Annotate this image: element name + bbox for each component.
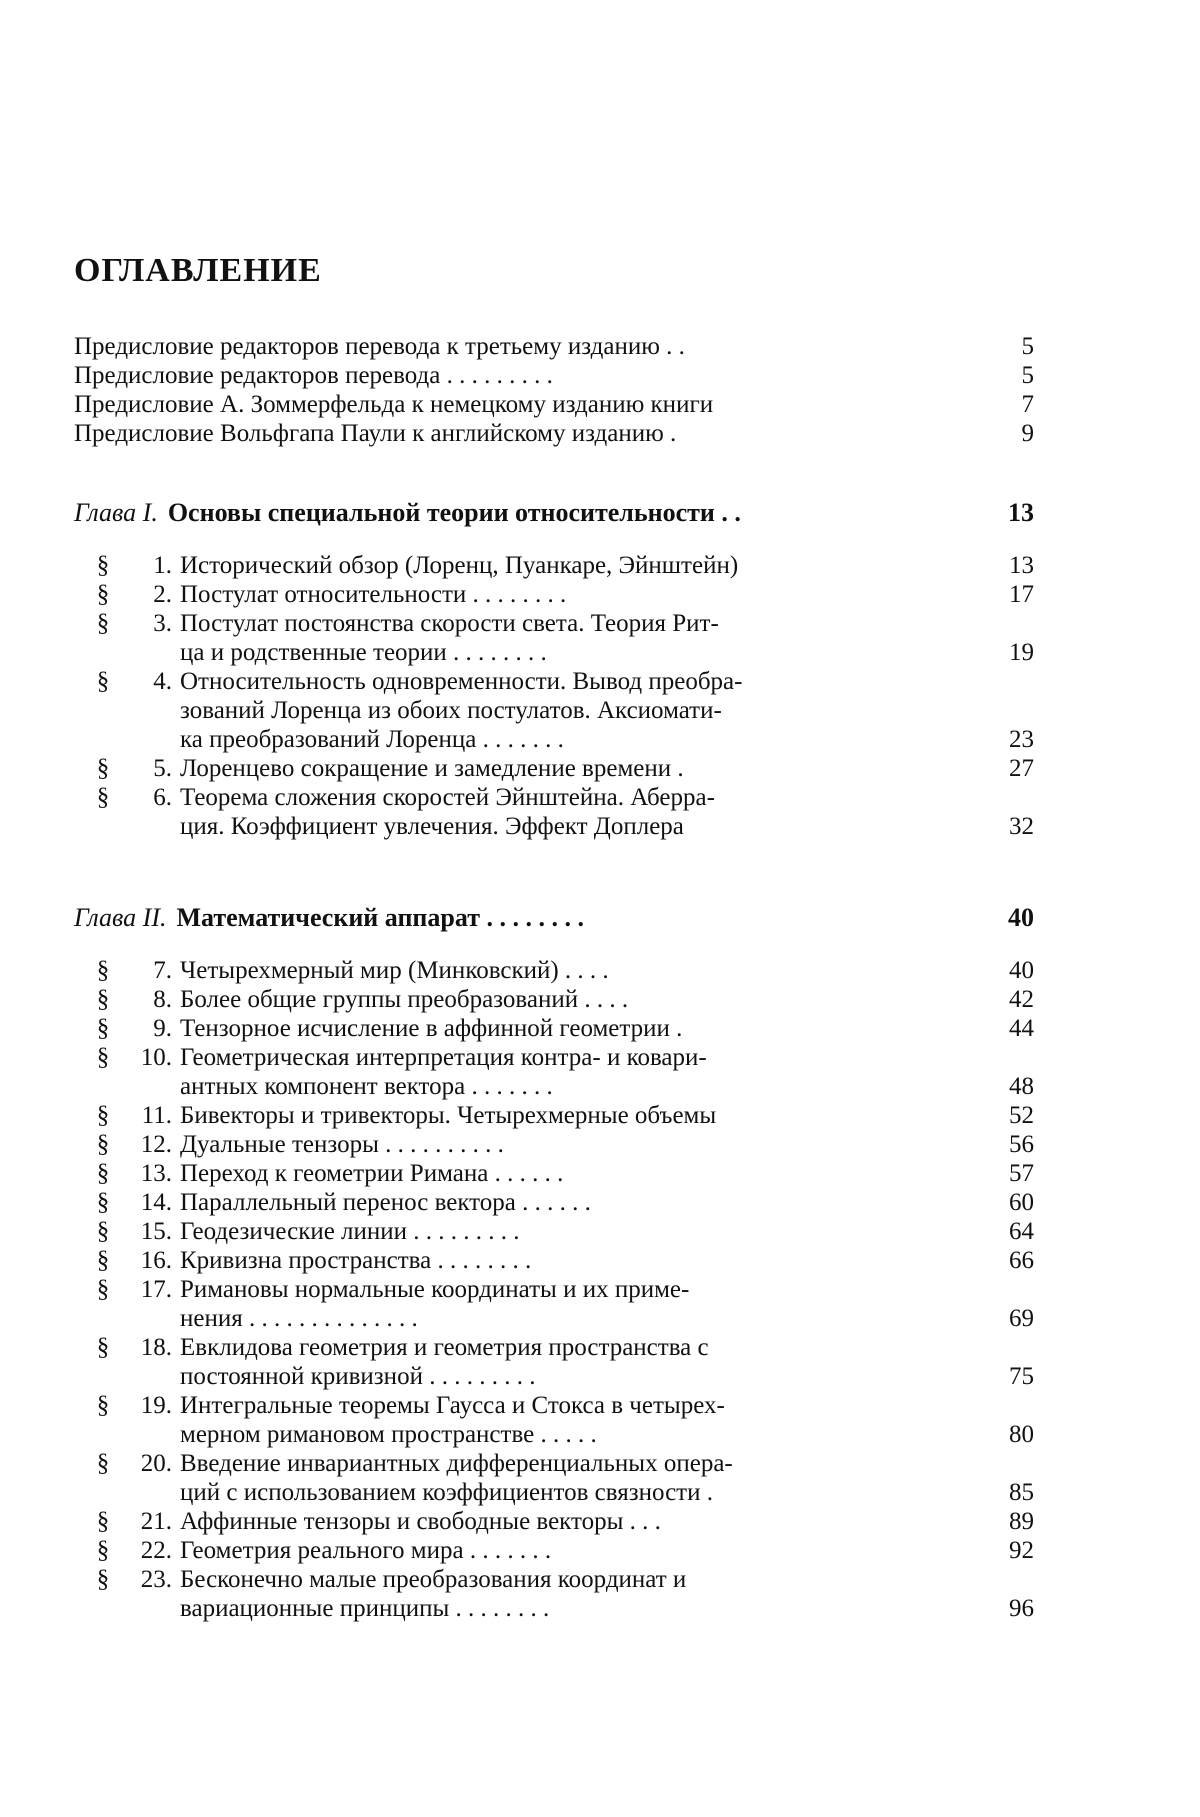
section-title [180, 1536, 974, 1565]
section-title-line: антных компонент вектора . . . . . . . [180, 1073, 553, 1100]
section-number: 10. [140, 1044, 172, 1071]
page-number: 89 [1009, 1508, 1034, 1535]
section-title-line: Геометрия реального мира . . . . . . . [180, 1537, 552, 1564]
chapter-heading [74, 498, 1034, 527]
chapter-name: Основы специальной теории относительности . . [167, 498, 741, 527]
section-entry [74, 1043, 1034, 1101]
section-title [180, 1449, 974, 1507]
section-number: 4. [153, 668, 172, 695]
section-entry [74, 1536, 1034, 1565]
section-title-line: Введение инвариантных дифференциальных опера- [180, 1450, 733, 1477]
section-title-line: Евклидова геометрия и геометрия пространства с [180, 1334, 709, 1361]
section-title [180, 1130, 974, 1159]
section-entry [74, 1217, 1034, 1246]
section-title-line: Геометрическая интерпретация контра- и ковари- [180, 1044, 707, 1071]
section-entry [74, 783, 1034, 841]
section-title-line: Бивекторы и тривекторы. Четырехмерные объемы [180, 1102, 717, 1129]
section-title [180, 1246, 974, 1275]
page-number: 19 [1009, 639, 1034, 666]
section-title [180, 1014, 974, 1043]
section-symbol: § [96, 1160, 110, 1187]
section-title-line: нения . . . . . . . . . . . . . . [180, 1305, 418, 1332]
chapter-title [74, 903, 974, 932]
preface-entry [74, 361, 1034, 390]
section-number: 17. [140, 1276, 172, 1303]
section-title-line: Римановы нормальные координаты и их приме- [180, 1276, 690, 1303]
page-number: 5 [1021, 362, 1034, 389]
page-number: 80 [1009, 1421, 1034, 1448]
section-title [180, 609, 974, 667]
section-symbol: § [96, 581, 110, 608]
section-symbol: § [96, 755, 110, 782]
table-of-contents [74, 332, 1034, 1623]
section-entry [74, 551, 1034, 580]
section-number: 12. [140, 1131, 172, 1158]
page-number: 52 [1009, 1102, 1034, 1129]
section-title-line: мерном римановом пространстве . . . . . [180, 1421, 597, 1448]
section-title-line: Бесконечно малые преобразования координат и [180, 1566, 687, 1593]
section-symbol: § [96, 1102, 110, 1129]
page-number: 66 [1009, 1247, 1034, 1274]
section-title [180, 1507, 974, 1536]
section-number: 2. [153, 581, 172, 608]
section-title [180, 985, 974, 1014]
page-number: 92 [1009, 1537, 1034, 1564]
section-symbol: § [96, 1044, 110, 1071]
page-number: 64 [1009, 1218, 1034, 1245]
section-entry [74, 1101, 1034, 1130]
section-number: 21. [140, 1508, 172, 1535]
section-title [180, 1275, 974, 1333]
section-symbol: § [96, 986, 110, 1013]
page-number: 13 [1009, 552, 1034, 579]
section-symbol: § [96, 668, 110, 695]
section-title-line: постоянной кривизной . . . . . . . . . [180, 1363, 536, 1390]
section-entry [74, 1449, 1034, 1507]
section-title-line: Лоренцево сокращение и замедление времени . [180, 755, 684, 782]
section-entry [74, 609, 1034, 667]
section-symbol: § [96, 1566, 110, 1593]
section-title [180, 1043, 974, 1101]
section-entry [74, 1130, 1034, 1159]
section-entry [74, 667, 1034, 754]
section-number: 8. [153, 986, 172, 1013]
section-symbol: § [96, 1508, 110, 1535]
page-number: 7 [1021, 391, 1034, 418]
section-title [180, 667, 974, 754]
section-symbol: § [96, 1450, 110, 1477]
section-title-line: Кривизна пространства . . . . . . . . [180, 1247, 532, 1274]
chapter-label: Глава I. [74, 498, 158, 527]
page-number: 23 [1009, 726, 1034, 753]
section-number: 5. [153, 755, 172, 782]
page-number: 96 [1009, 1595, 1034, 1622]
section-title-line: Относительность одновременности. Вывод преобра- [180, 668, 743, 695]
section-title-line: зований Лоренца из обоих постулатов. Аксиомати- [180, 697, 722, 724]
section-entry [74, 1188, 1034, 1217]
section-title [180, 1333, 974, 1391]
section-entry [74, 985, 1034, 1014]
section-title [180, 956, 974, 985]
section-title [180, 754, 974, 783]
section-number: 15. [140, 1218, 172, 1245]
section-number: 9. [153, 1015, 172, 1042]
section-entry [74, 1391, 1034, 1449]
chapter-title [74, 498, 974, 527]
section-title-line: Интегральные теоремы Гаусса и Стокса в четырех- [180, 1392, 725, 1419]
chapter-name: Математический аппарат . . . . . . . . [176, 903, 584, 932]
section-title [180, 580, 974, 609]
section-symbol: § [96, 957, 110, 984]
preface-entry [74, 419, 1034, 448]
page-number: 40 [1008, 903, 1034, 932]
entry-title-line: Предисловие редакторов перевода к третьему изданию . . [74, 333, 685, 360]
page-number: 60 [1009, 1189, 1034, 1216]
section-entry [74, 1275, 1034, 1333]
section-number: 3. [153, 610, 172, 637]
section-entry [74, 1014, 1034, 1043]
page-number: 9 [1021, 420, 1034, 447]
page-number: 5 [1021, 333, 1034, 360]
chapter-heading [74, 903, 1034, 932]
section-title-line: Постулат относительности . . . . . . . . [180, 581, 567, 608]
section-title-line: Тензорное исчисление в аффинной геометрии . [180, 1015, 683, 1042]
entry-title [74, 419, 974, 448]
entry-title [74, 361, 974, 390]
section-number: 23. [140, 1566, 172, 1593]
section-title-line: ций с использованием коэффициентов связности . [180, 1479, 713, 1506]
entry-title [74, 390, 974, 419]
section-symbol: § [96, 552, 110, 579]
section-entry [74, 1507, 1034, 1536]
section-title-line: вариационные принципы . . . . . . . . [180, 1595, 550, 1622]
section-title-line: Четырехмерный мир (Минковский) . . . . [180, 957, 609, 984]
section-number: 6. [153, 784, 172, 811]
section-title-line: Переход к геометрии Римана . . . . . . [180, 1160, 564, 1187]
section-title [180, 551, 974, 580]
page-number: 57 [1009, 1160, 1034, 1187]
section-number: 11. [141, 1102, 172, 1129]
section-entry [74, 1159, 1034, 1188]
section-title-line: Постулат постоянства скорости света. Теория Рит- [180, 610, 719, 637]
entry-title-line: Предисловие редакторов перевода . . . . . . . . . [74, 362, 553, 389]
toc-heading: ОГЛАВЛЕНИЕ [74, 252, 322, 289]
page-number: 42 [1009, 986, 1034, 1013]
page-number: 75 [1009, 1363, 1034, 1390]
section-title [180, 1391, 974, 1449]
section-entry [74, 754, 1034, 783]
section-entry [74, 580, 1034, 609]
section-number: 7. [153, 957, 172, 984]
section-number: 1. [153, 552, 172, 579]
page-number: 44 [1009, 1015, 1034, 1042]
section-symbol: § [96, 1015, 110, 1042]
section-title-line: Более общие группы преобразований . . . . [180, 986, 629, 1013]
section-symbol: § [96, 1392, 110, 1419]
section-title [180, 1101, 974, 1130]
section-title-line: Исторический обзор (Лоренц, Пуанкаре, Эйнштейн) [180, 552, 739, 579]
section-number: 13. [140, 1160, 172, 1187]
section-title [180, 783, 974, 841]
preface-entry [74, 390, 1034, 419]
preface-entry [74, 332, 1034, 361]
page-number: 56 [1009, 1131, 1034, 1158]
section-title-line: Теорема сложения скоростей Эйнштейна. Аберра- [180, 784, 715, 811]
section-title-line: Геодезические линии . . . . . . . . . [180, 1218, 520, 1245]
section-symbol: § [96, 1131, 110, 1158]
section-title [180, 1217, 974, 1246]
entry-title-line: Предисловие Вольфгапа Паули к английскому изданию . [74, 420, 677, 447]
section-number: 16. [140, 1247, 172, 1274]
section-entry [74, 1246, 1034, 1275]
section-symbol: § [96, 1189, 110, 1216]
section-title [180, 1565, 974, 1623]
entry-title [74, 332, 974, 361]
section-title [180, 1159, 974, 1188]
section-title [180, 1188, 974, 1217]
page-number: 48 [1009, 1073, 1034, 1100]
section-title-line: ца и родственные теории . . . . . . . . [180, 639, 547, 666]
section-number: 20. [140, 1450, 172, 1477]
entry-title-line: Предисловие А. Зоммерфельда к немецкому изданию книги [74, 391, 714, 418]
section-number: 22. [140, 1537, 172, 1564]
section-entry [74, 1333, 1034, 1391]
section-symbol: § [96, 1247, 110, 1274]
page-number: 32 [1009, 813, 1034, 840]
section-title-line: ка преобразований Лоренца . . . . . . . [180, 726, 564, 753]
section-number: 19. [140, 1392, 172, 1419]
section-title-line: Параллельный перенос вектора . . . . . . [180, 1189, 591, 1216]
page-number: 13 [1008, 498, 1034, 527]
section-entry [74, 1565, 1034, 1623]
section-title-line: Дуальные тензоры . . . . . . . . . . [180, 1131, 504, 1158]
page-number: 85 [1009, 1479, 1034, 1506]
section-symbol: § [96, 784, 110, 811]
section-number: 14. [140, 1189, 172, 1216]
section-symbol: § [96, 1537, 110, 1564]
section-number: 18. [140, 1334, 172, 1361]
section-title-line: ция. Коэффициент увлечения. Эффект Доплера [180, 813, 684, 840]
section-symbol: § [96, 1276, 110, 1303]
section-symbol: § [96, 1334, 110, 1361]
page-number: 17 [1009, 581, 1034, 608]
section-title-line: Аффинные тензоры и свободные векторы . . . [180, 1508, 661, 1535]
section-symbol: § [96, 610, 110, 637]
section-entry [74, 956, 1034, 985]
page-number: 69 [1009, 1305, 1034, 1332]
page-number: 40 [1009, 957, 1034, 984]
section-symbol: § [96, 1218, 110, 1245]
page-number: 27 [1009, 755, 1034, 782]
chapter-label: Глава II. [74, 903, 167, 932]
